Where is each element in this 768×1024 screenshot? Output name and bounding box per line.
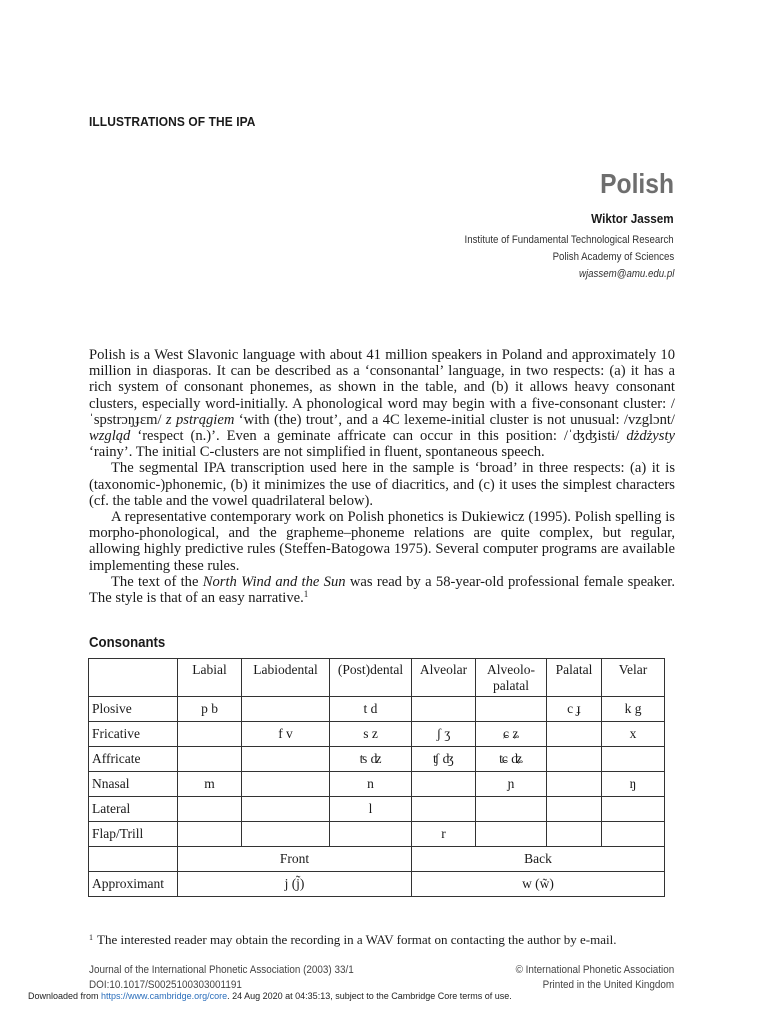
table-cell: ʃ ʒ (412, 722, 476, 747)
table-cell: f v (242, 722, 330, 747)
table-cell (476, 697, 547, 722)
header-cell: Labiodental (242, 659, 330, 697)
paragraph-2: The segmental IPA transcription used here in the sample is ‘broad’ in three respects: (a) it is (taxonomic-)phonemic, (b) it minimizes the use of diacritics, and (c) it uses the simplest characters (cf. the table and the vowel quadrilateral below). (89, 460, 675, 509)
table-cell: ʧ ʤ (412, 747, 476, 772)
table-cell: c ɟ (547, 697, 602, 722)
row-label: Affricate (89, 747, 178, 772)
journal-citation: Journal of the International Phonetic Association (2003) 33/1 (89, 964, 354, 976)
header-cell: Palatal (547, 659, 602, 697)
table-header-row (89, 659, 665, 697)
row-label: Plosive (89, 697, 178, 722)
table-cell: l (330, 797, 412, 822)
author-name: Wiktor Jassem (591, 211, 674, 226)
table-cell: x (602, 722, 665, 747)
table-row (89, 797, 665, 822)
table-cell (242, 747, 330, 772)
table-cell (178, 797, 242, 822)
table-cell: s z (330, 722, 412, 747)
table-cell: ɕ ʑ (476, 722, 547, 747)
table-cell (547, 822, 602, 847)
table-cell (476, 822, 547, 847)
table-cell (242, 697, 330, 722)
table-row (89, 722, 665, 747)
row-label: Nnasal (89, 772, 178, 797)
series-title: ILLUSTRATIONS OF THE IPA (89, 114, 256, 129)
footnote-mark: 1 (89, 933, 93, 942)
table-cell: ɲ (476, 772, 547, 797)
header-cell: (Post)dental (330, 659, 412, 697)
table-cell (178, 822, 242, 847)
paragraph-1: Polish is a West Slavonic language with about 41 million speakers in Poland and approximately 10 million in diasporas. It can be described as a ‘consonantal’ language, in two respects: (a) it has a rich system of consonant phonemes, as shown in the table, and (b) it allows heavy consonant clusters, especially word-initially. A phonological word may begin with a five-consonant cluster: /ˈspstrɔŋɟɛm/ z pstrągiem ‘with (the) trout’, and a 4C lexeme-initial cluster is not unusual: /vzglɔnt/ wzgląd ‘respect (n.)’. Even a geminate affricate can occur in this position: /ˈʤʤistɨ/ dżdżysty ‘rainy’. The initial C-clusters are not simplified in fluent, spontaneous speech. (89, 347, 675, 461)
table-cell (476, 797, 547, 822)
article-body (89, 347, 675, 606)
paragraph-3: A representative contemporary work on Polish phonetics is Dukiewicz (1995). Polish spelling is morpho-phonological, and the grapheme–phoneme relations are quite complex, but regular, allowing highly predictive rules (Steffen-Batogowa 1975). Several computer programs are available implementing these rules. (89, 509, 675, 574)
copyright: © International Phonetic Association (515, 964, 674, 976)
front-header: Front (178, 847, 412, 872)
footnote-ref[interactable]: 1 (303, 589, 309, 600)
table-cell: j (j̃) (178, 872, 412, 897)
back-header: Back (412, 847, 665, 872)
doi[interactable]: DOI:10.1017/S0025100303001191 (89, 979, 242, 991)
table-cell: w (w̃) (412, 872, 665, 897)
table-cell: ŋ (602, 772, 665, 797)
table-cell: p b (178, 697, 242, 722)
table-cell: ʦ ʣ (330, 747, 412, 772)
header-cell: Alveolar (412, 659, 476, 697)
table-cell (242, 822, 330, 847)
table-cell: t d (330, 697, 412, 722)
table-cell: ʨ ʥ (476, 747, 547, 772)
table-cell (412, 697, 476, 722)
table-cell (412, 797, 476, 822)
row-label: Approximant (89, 872, 178, 897)
table-cell (242, 797, 330, 822)
author-email[interactable]: wjassem@amu.edu.pl (578, 268, 674, 280)
table-row (89, 872, 665, 897)
table-cell (602, 822, 665, 847)
header-cell: Velar (602, 659, 665, 697)
table-row (89, 772, 665, 797)
table-cell (602, 747, 665, 772)
table-cell (547, 772, 602, 797)
cambridge-core-link[interactable]: https://www.cambridge.org/core (101, 991, 228, 1001)
table-cell (547, 747, 602, 772)
table-cell (178, 722, 242, 747)
download-notice: Downloaded from https://www.cambridge.org/core. 24 Aug 2020 at 04:35:13, subject to the Cambridge Core terms of use. (28, 991, 512, 1001)
table-cell (547, 722, 602, 747)
table-cell (547, 797, 602, 822)
header-cell: Labial (178, 659, 242, 697)
table-cell (242, 772, 330, 797)
row-label: Flap/Trill (89, 822, 178, 847)
header-cell (89, 659, 178, 697)
table-cell: m (178, 772, 242, 797)
article-title: Polish (600, 168, 674, 199)
header-cell: Alveolo-palatal (476, 659, 547, 697)
row-label: Lateral (89, 797, 178, 822)
row-label: Fricative (89, 722, 178, 747)
paragraph-4: The text of the North Wind and the Sun was read by a 58-year-old professional female speaker. The style is that of an easy narrative.$^1$ (89, 573, 676, 607)
printed-in: Printed in the United Kingdom (542, 979, 674, 991)
table-cell (178, 747, 242, 772)
row-label (89, 847, 178, 872)
table-cell (330, 822, 412, 847)
footnote: $^1$ The interested reader may obtain the recording in a WAV format on contacting the author by e-mail. (89, 932, 617, 947)
table-cell: r (412, 822, 476, 847)
table-row (89, 822, 665, 847)
affiliation-academy: Polish Academy of Sciences (552, 251, 674, 263)
table-cell: k g (602, 697, 665, 722)
table-cell (412, 772, 476, 797)
table-row (89, 697, 665, 722)
table-cell: n (330, 772, 412, 797)
consonant-table (88, 658, 665, 897)
table-cell (602, 797, 665, 822)
consonants-heading: Consonants (89, 634, 166, 651)
table-row (89, 747, 665, 772)
table-row (89, 847, 665, 872)
affiliation-institute: Institute of Fundamental Technological Research (464, 234, 674, 246)
